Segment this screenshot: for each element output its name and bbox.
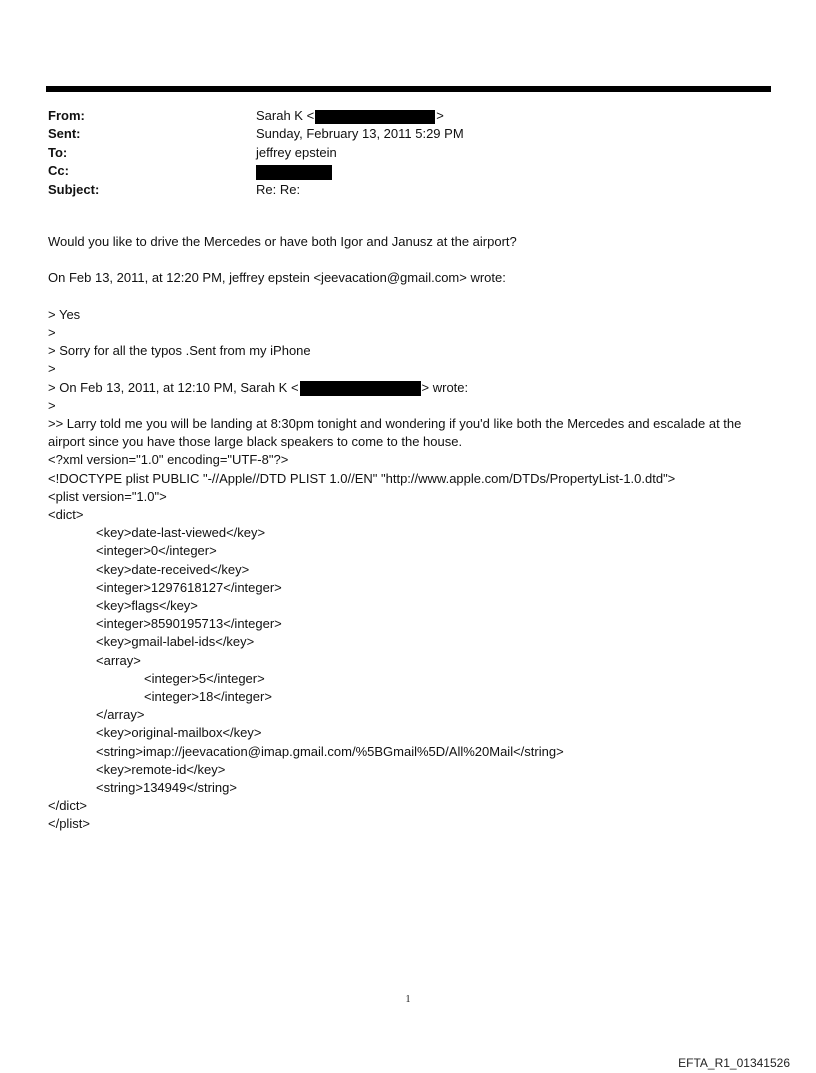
sent-value: Sunday, February 13, 2011 5:29 PM (256, 126, 464, 142)
quoted-line: > Yes (48, 306, 81, 322)
message-text: Would you like to drive the Mercedes or have both Igor and Janusz at the airport? (48, 234, 517, 249)
xml-line: <key>date-last-viewed</key> (96, 525, 266, 541)
quoted-line (48, 379, 768, 397)
email-header (48, 107, 748, 199)
from-row (48, 107, 748, 125)
redaction-box (315, 110, 435, 124)
xml-line: <?xml version="1.0" encoding="UTF-8"?> (48, 452, 289, 468)
xml-line: <string>134949</string> (96, 780, 237, 796)
xml-line: </array> (96, 707, 145, 723)
redaction-box (256, 165, 332, 180)
quote-intro: On Feb 13, 2011, at 12:20 PM, jeffrey epstein <jeevacation@gmail.com> wrote: (48, 270, 506, 286)
from-name: Sarah K < (256, 108, 315, 123)
cc-row (48, 162, 748, 180)
xml-line: <integer>0</integer> (96, 543, 217, 559)
quoted-prefix: > On Feb 13, 2011, at 12:10 PM, Sarah K < (48, 379, 299, 395)
quoted-line: > Sorry for all the typos .Sent from my iPhone (48, 343, 311, 359)
xml-plist-block (48, 451, 768, 833)
xml-line: <integer>18</integer> (144, 689, 272, 705)
email-body (48, 233, 768, 834)
cc-label: Cc: (48, 163, 69, 179)
to-value: jeffrey epstein (256, 144, 337, 160)
sent-row (48, 125, 748, 143)
subject-label: Subject: (48, 181, 100, 197)
spacer (48, 251, 768, 269)
xml-line: <integer>5</integer> (144, 670, 265, 686)
redaction-box (300, 381, 421, 396)
to-row (48, 144, 748, 162)
subject-value: Re: Re: (256, 181, 301, 197)
quoted-line: > (48, 361, 56, 377)
xml-line: </dict> (48, 798, 88, 814)
xml-line: <integer>1297618127</integer> (96, 579, 282, 595)
xml-line: <key>flags</key> (96, 598, 198, 614)
xml-line: <key>original-mailbox</key> (96, 725, 262, 741)
document-id: EFTA_R1_01341526 (678, 1056, 790, 1070)
subject-row (48, 181, 748, 199)
xml-line: <!DOCTYPE plist PUBLIC "-//Apple//DTD PLIST 1.0//EN" "http://www.apple.com/DTDs/PropertyList-1.0.dtd"> (48, 470, 676, 486)
quoted-line: > (48, 397, 56, 413)
quoted-suffix: > wrote: (421, 379, 469, 395)
xml-line: <key>remote-id</key> (96, 761, 226, 777)
xml-line: <array> (96, 652, 141, 668)
header-rule (46, 86, 771, 92)
cc-value (256, 162, 332, 180)
xml-line: <integer>8590195713</integer> (96, 616, 282, 632)
from-suffix: > (436, 108, 444, 123)
xml-line: <string>imap://jeevacation@imap.gmail.com/%5BGmail%5D/All%20Mail</string> (96, 743, 564, 759)
to-label: To: (48, 144, 68, 160)
quoted-line: >> Larry told me you will be landing at 8:30pm tonight and wondering if you'd like both the Mercedes and escalade at the airport since you have those large black speakers to come to the house. (48, 416, 742, 450)
sent-label: Sent: (48, 126, 81, 142)
quoted-line: > (48, 324, 56, 340)
xml-line: <key>gmail-label-ids</key> (96, 634, 255, 650)
xml-line: <dict> (48, 507, 84, 523)
from-value (256, 107, 444, 125)
xml-line: </plist> (48, 816, 90, 832)
spacer (48, 288, 768, 306)
from-label: From: (48, 108, 85, 123)
xml-line: <plist version="1.0"> (48, 488, 167, 504)
xml-line: <key>date-received</key> (96, 561, 250, 577)
page-number: 1 (405, 994, 411, 1005)
